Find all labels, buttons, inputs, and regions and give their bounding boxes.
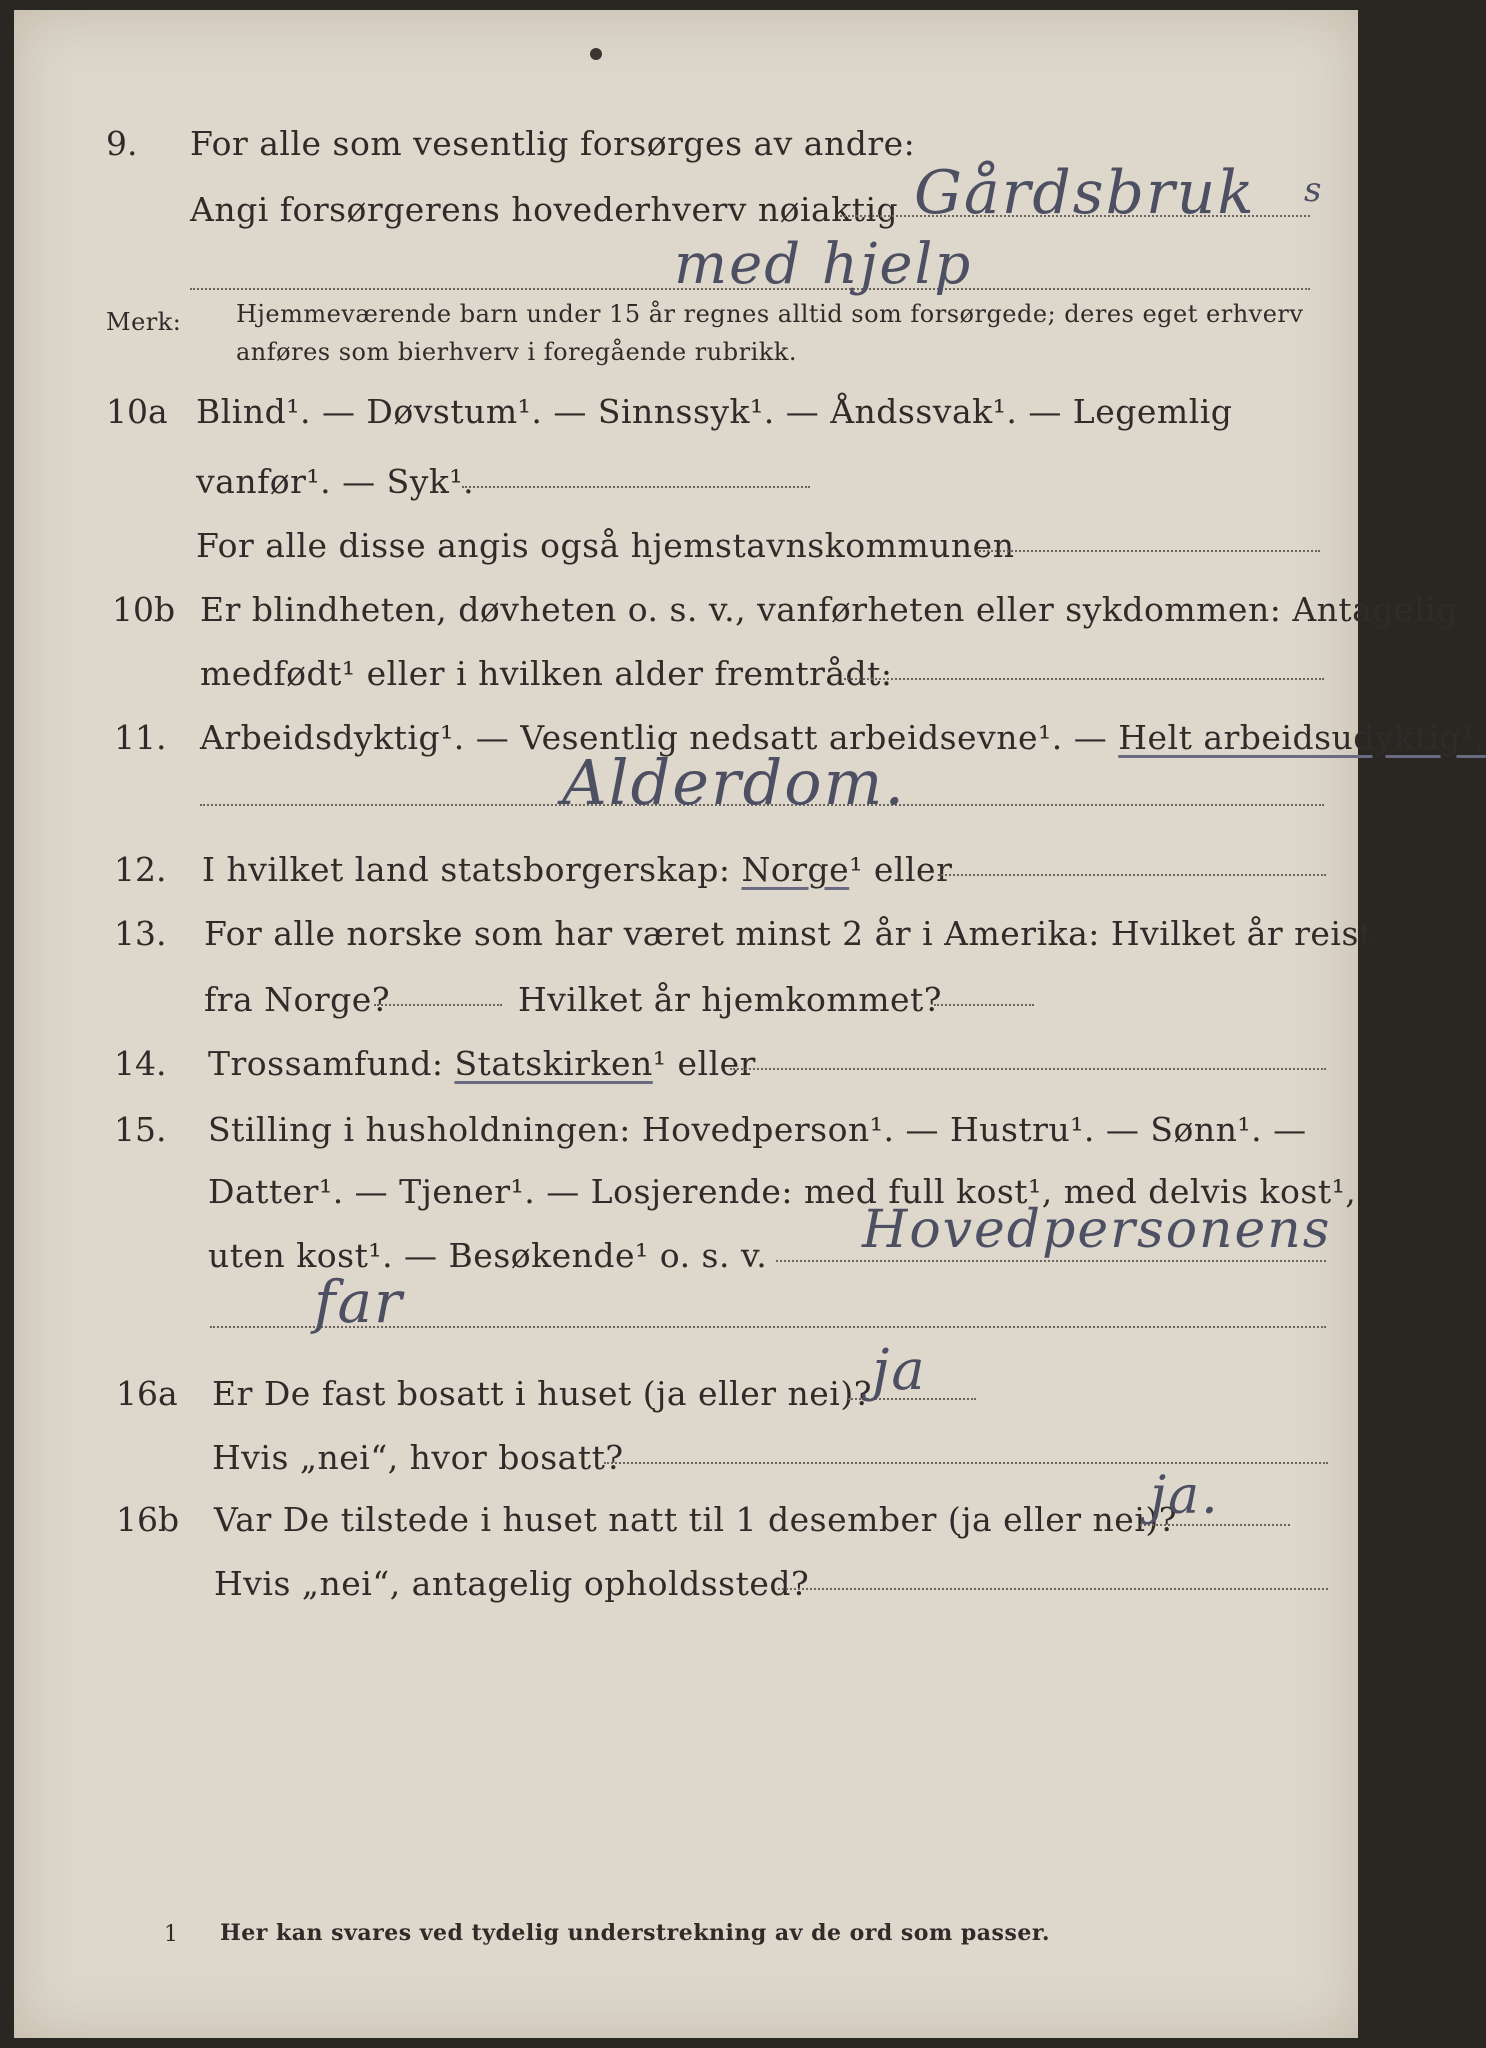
q15-line1: Stilling i husholdningen: Hovedperson¹. — Hustru¹. — Sønn¹. — xyxy=(208,1110,1307,1149)
q10b-number: 10b xyxy=(112,590,176,629)
q11-handwritten-answer: Alderdom. xyxy=(562,746,907,819)
q12-line xyxy=(202,850,952,889)
q14-number: 14. xyxy=(114,1044,167,1083)
q12-question-text: I hvilket land statsborgerskap: xyxy=(202,850,742,889)
q16a-handwritten-answer: ja xyxy=(872,1338,927,1403)
q12-eller: ¹ eller xyxy=(849,850,953,889)
punch-hole xyxy=(590,48,602,60)
q11-options-text: Arbeidsdyktig¹. — Vesentlig nedsatt arbeidsevne¹. — xyxy=(200,718,1119,757)
q16b-line2: Hvis „nei“, antagelig opholdssted? xyxy=(214,1564,810,1603)
footnote-text: Her kan svares ved tydelig understrekning av de ord som passer. xyxy=(220,1920,1051,1946)
q16b-handwritten-answer: ja. xyxy=(1150,1466,1220,1526)
q10b-answer-line xyxy=(844,678,1324,680)
q14-question-text: Trossamfund: xyxy=(208,1044,455,1083)
q10b-line1: Er blindheten, døvheten o. s. v., vanførheten eller sykdommen: Antagelig xyxy=(200,590,1458,629)
q14-line xyxy=(208,1044,756,1083)
q12-answer-line xyxy=(938,874,1326,876)
q15-handwritten-answer1: Hovedpersonens xyxy=(862,1200,1332,1260)
q9-handwritten-answer1-tail: s xyxy=(1304,170,1324,210)
q16a-number: 16a xyxy=(116,1374,178,1413)
q10a-number: 10a xyxy=(106,392,168,431)
q10a-answer-line1 xyxy=(462,486,810,488)
q13-answer-line1 xyxy=(374,1004,502,1006)
q16b-answer-line2 xyxy=(778,1588,1328,1590)
q11-number: 11. xyxy=(114,718,167,757)
merk-line1: Hjemmeværende barn under 15 år regnes alltid som forsørgede; deres eget erhverv xyxy=(236,300,1304,328)
q9-number: 9. xyxy=(106,124,138,163)
q13-line1: For alle norske som har været minst 2 år i Amerika: Hvilket år reist xyxy=(204,914,1373,953)
q16a-line1: Er De fast bosatt i huset (ja eller nei)? xyxy=(212,1374,872,1413)
footnote-mark: 1 xyxy=(164,1922,179,1947)
q15-answer-line1 xyxy=(776,1260,1326,1262)
q16a-line2: Hvis „nei“, hvor bosatt? xyxy=(212,1438,624,1477)
q14-eller: ¹ eller xyxy=(652,1044,756,1083)
q15-handwritten-answer2: far xyxy=(314,1268,404,1336)
q11-underlined-option: Helt arbeidsudyktig¹. xyxy=(1118,718,1486,757)
q15-line3: uten kost¹. — Besøkende¹ o. s. v. xyxy=(208,1236,768,1275)
q10a-line2: vanfør¹. — Syk¹. xyxy=(196,462,475,501)
merk-line2: anføres som bierhverv i foregående rubrikk. xyxy=(236,338,797,366)
q16b-line1: Var De tilstede i huset natt til 1 desember (ja eller nei)? xyxy=(214,1500,1177,1539)
q10a-answer-line2 xyxy=(976,550,1320,552)
census-form-page xyxy=(14,10,1486,2038)
q13-line2a: fra Norge? xyxy=(204,980,391,1019)
q13-answer-line2 xyxy=(934,1004,1034,1006)
q12-underlined-norge: Norge xyxy=(741,850,850,889)
q10a-line3: For alle disse angis også hjemstavnskommunen xyxy=(196,526,1015,565)
q9-handwritten-answer1: Gårdsbruk xyxy=(914,158,1256,228)
q13-number: 13. xyxy=(114,914,167,953)
q9-line1: For alle som vesentlig forsørges av andre: xyxy=(190,124,916,163)
q9-line2: Angi forsørgerens hovederhverv nøiaktig xyxy=(190,190,899,229)
q10b-line2: medfødt¹ eller i hvilken alder fremtrådt: xyxy=(200,654,893,693)
q16a-answer-line2 xyxy=(604,1462,1328,1464)
q14-answer-line xyxy=(730,1068,1326,1070)
q14-underlined-statskirken: Statskirken xyxy=(454,1044,653,1083)
q16b-number: 16b xyxy=(116,1500,180,1539)
q9-handwritten-answer2: med hjelp xyxy=(674,232,973,297)
q13-line2b: Hvilket år hjemkommet? xyxy=(518,980,942,1019)
q15-line2: Datter¹. — Tjener¹. — Losjerende: med full kost¹, med delvis kost¹, xyxy=(208,1172,1357,1211)
q15-number: 15. xyxy=(114,1110,167,1149)
merk-label: Merk: xyxy=(106,308,182,336)
q12-number: 12. xyxy=(114,850,167,889)
q10a-line1: Blind¹. — Døvstum¹. — Sinnssyk¹. — Åndssvak¹. — Legemlig xyxy=(196,392,1233,431)
